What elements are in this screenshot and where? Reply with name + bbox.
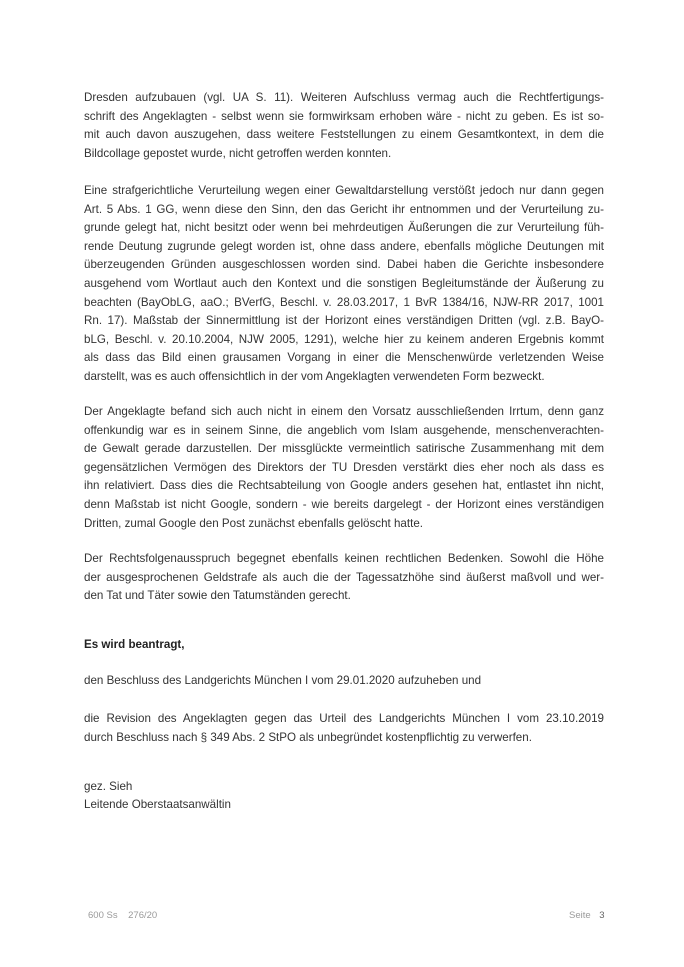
paragraph-4 — [84, 550, 604, 606]
footer-file-number: 600 Ss 276/20 — [88, 910, 158, 921]
text-line: Bildcollage gepostet wurde, nicht getroffen werden konnten. — [84, 146, 392, 160]
text-line: offenkundig war es in seinem Sinne, die angeblich vom Islam ausgehende, menschenverachten- — [84, 423, 604, 437]
paragraph-3 — [84, 403, 604, 533]
text-line: schrift des Angeklagten - selbst wenn sie formwirksam erhoben wäre - nicht zu geben. Es ist so- — [84, 109, 604, 123]
text-line: der ausgesprochenen Geldstrafe als auch die der Tagessatzhöhe sind äußerst maßvoll und wer- — [84, 570, 604, 584]
text-line: durch Beschluss nach § 349 Abs. 2 StPO als unbegründet kostenpflichtig zu verwerfen. — [84, 730, 532, 744]
text-line: bLG, Beschl. v. 20.10.2004, NJW 2005, 1291), welche hier zu keinem anderen Ergebnis kommt — [84, 332, 604, 346]
motion-heading: Es wird beantragt, — [84, 638, 185, 651]
text-line: mit auch davon auszugehen, dass weitere Feststellungen zu einem Gesamtkontext, in dem die — [84, 128, 604, 142]
text-line: Rn. 17). Maßstab der Sinnermittlung ist der Horizont eines verständigen Dritten (vgl. z.B. BayO- — [84, 314, 604, 328]
footer-page — [569, 910, 605, 921]
signature-title: Leitende Oberstaatsanwältin — [84, 798, 231, 811]
motion-item-2 — [84, 710, 604, 747]
text-line: de Gewalt gerade darzustellen. Der missglückte vermeintlich satirische Zusammenhang mit dem — [84, 442, 604, 456]
text-line: die Revision des Angeklagten gegen das Urteil des Landgerichts München I vom 23.10.2019 — [84, 712, 604, 725]
text-line: ihn relativiert. Dass dies die Rechtsabteilung von Google anders gesehen hat, entlastet ihn nicht, — [84, 479, 604, 493]
text-line: überzeugenden Gründen ausgeschlossen worden sind. Dabei haben die Gerichte insbesondere — [84, 258, 604, 272]
paragraph-2 — [84, 182, 604, 387]
motion-item-1: den Beschluss des Landgerichts München I vom 29.01.2020 aufzuheben und — [84, 674, 482, 687]
text-line: als dass das Bild einen grausamen Vorgang in einer die Menschenwürde verletzenden Weise — [84, 351, 604, 365]
text-line: Eine strafgerichtliche Verurteilung wegen einer Gewaltdarstellung verstößt jedoch nur dann gegen — [84, 184, 604, 197]
text-line: Der Rechtsfolgenausspruch begegnet ebenfalls keinen rechtlichen Bedenken. Sowohl die Höhe — [84, 552, 604, 565]
text-line: gegensätzlichen Vermögen des Direktors der TU Dresden verstärkt dies eher noch als dass es — [84, 460, 604, 474]
signature-name: gez. Sieh — [84, 780, 133, 793]
text-line: Der Angeklagte befand sich auch nicht in einem den Vorsatz ausschließenden Irrtum, denn ganz — [84, 405, 604, 418]
text-line: darstellt, was es auch offensichtlich in der vom Angeklagten verwendeten Form bezweckt. — [84, 369, 545, 383]
text-line: rende Deutung zugrunde gelegt worden ist, ohne dass andere, ebenfalls mögliche Deutungen mit — [84, 239, 604, 253]
page-label: Seite — [569, 910, 591, 921]
text-line: beachten (BayObLG, aaO.; BVerfG, Beschl. v. 28.03.2017, 1 BvR 1384/16, NJW-RR 2017, 1001 — [84, 295, 604, 309]
text-line: ausgehend vom Wortlaut auch den Kontext und die sonstigen Begleitumstände der Äußerung zu — [84, 276, 604, 290]
text-line: Dresden aufzubauen (vgl. UA S. 11). Weiteren Aufschluss vermag auch die Rechtfertigungs- — [84, 91, 604, 104]
text-line: den Tat und Täter sowie den Tatumständen gerecht. — [84, 589, 351, 603]
text-line: Art. 5 Abs. 1 GG, wenn diese den Sinn, den das Gericht ihr entnommen und der Verurteilung zu- — [84, 202, 604, 216]
text-line: denn Maßstab ist nicht Google, sondern - wie bereits dargelegt - der Horizont eines verständigen — [84, 497, 604, 511]
paragraph-1 — [84, 89, 604, 163]
text-line: grunde gelegt hat, nicht besitzt oder wenn bei mehrdeutigen Äußerungen die zur Verurteilung füh- — [84, 221, 604, 235]
page-number: 3 — [599, 910, 605, 921]
text-line: Dritten, zumal Google den Post zunächst ebenfalls gelöscht hatte. — [84, 516, 423, 530]
